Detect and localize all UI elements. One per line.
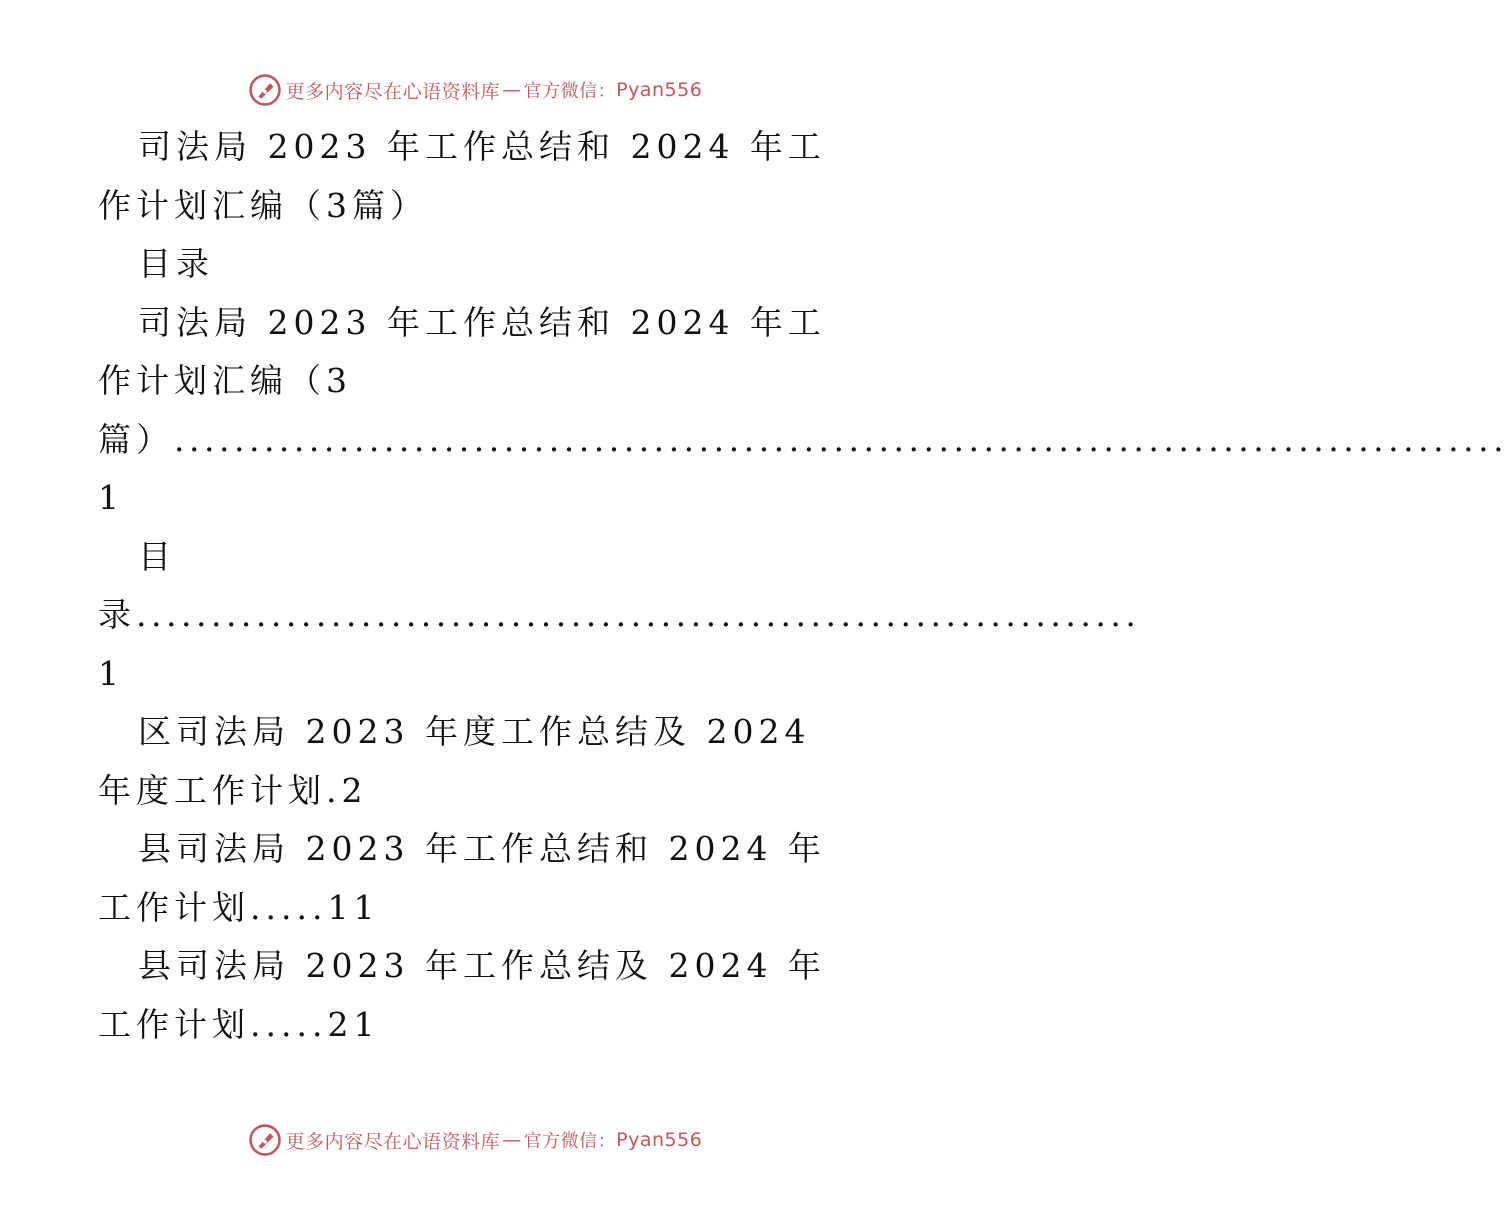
toc-heading: 目录 — [138, 244, 214, 283]
toc-entry — [98, 528, 1141, 704]
banner-text: 更多内容尽在心语资料库 — [285, 80, 501, 103]
toc-entry-page: 11 — [327, 887, 380, 927]
document-body — [98, 118, 1508, 1054]
toc-entry — [98, 294, 1508, 528]
toc-entry — [98, 820, 850, 937]
header-banner — [0, 70, 950, 110]
toc-entry-text: 目 录 — [98, 536, 176, 634]
toc-entry-page: 2 — [341, 770, 368, 810]
toc-entry-page: 21 — [327, 1004, 380, 1044]
toc-entry — [98, 703, 850, 820]
banner-separator: — — [502, 1129, 522, 1151]
toc-entry-leader: ......................................................................................... — [174, 419, 1508, 459]
toc-entry-page: 1 — [98, 653, 124, 693]
toc-entry-page: 1 — [98, 478, 124, 517]
pen-nib-icon — [248, 1123, 282, 1157]
banner-wechat-id: Pyan556 — [616, 1129, 703, 1151]
footer-banner — [0, 1120, 950, 1160]
toc-entry-text: 区司法局 2023 年度工作总结及 2024 年度工作计划. — [98, 712, 811, 810]
pen-nib-icon — [248, 73, 282, 107]
banner-wechat-label: 官方微信： — [523, 81, 617, 102]
toc-entry-text: 县司法局 2023 年工作总结和 2024 年工作计划..... — [98, 829, 826, 927]
toc-entry — [98, 937, 850, 1054]
banner-separator: — — [502, 79, 522, 101]
toc-entry-leader: ................................................................... — [136, 595, 1141, 634]
banner-text: 更多内容尽在心语资料库 — [285, 1130, 501, 1153]
banner-wechat-label: 官方微信： — [523, 1131, 617, 1152]
toc-entry-text: 司法局 2023 年工作总结和 2024 年工作计划汇编（3 篇） — [98, 302, 826, 459]
toc-entry-text: 县司法局 2023 年工作总结及 2024 年工作计划..... — [98, 946, 826, 1044]
document-title: 司法局 2023 年工作总结和 2024 年工作计划汇编（3篇） — [98, 127, 826, 225]
banner-wechat-id: Pyan556 — [616, 79, 703, 101]
